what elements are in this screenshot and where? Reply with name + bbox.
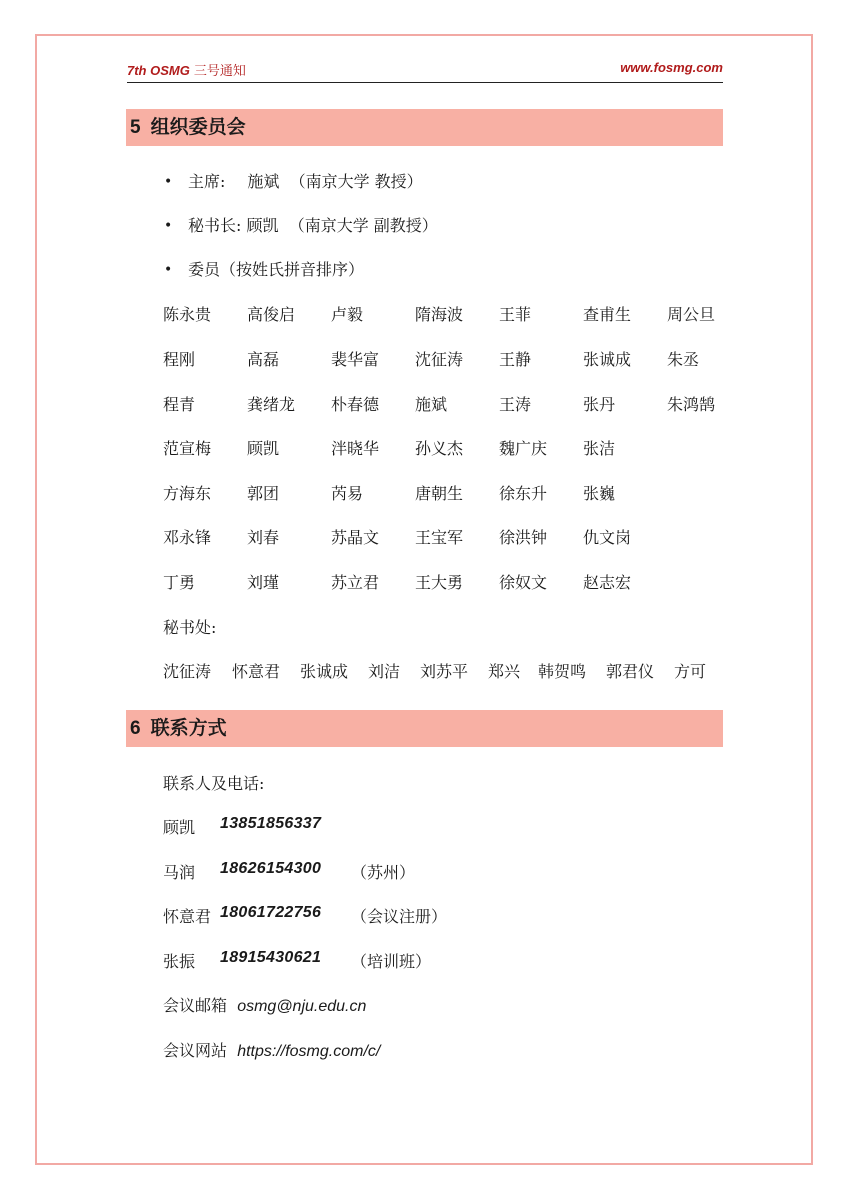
secretariat-label: 秘书处: xyxy=(163,618,217,637)
secretary-label: 秘书长: xyxy=(188,216,242,235)
secretariat-member: 张诚成 xyxy=(300,662,349,681)
member-name: 朴春德 xyxy=(331,395,380,414)
member-name: 高磊 xyxy=(247,350,280,369)
member-name: 丁勇 xyxy=(163,573,196,592)
member-name: 徐奴文 xyxy=(499,573,548,592)
member-name: 苏立君 xyxy=(331,573,380,592)
member-name: 徐洪钟 xyxy=(499,528,548,547)
chair-label: 主席: xyxy=(188,172,226,191)
contact-name: 怀意君 xyxy=(163,907,212,926)
member-name: 程刚 xyxy=(163,350,196,369)
secretariat-member: 刘洁 xyxy=(368,662,401,681)
secretariat-member: 郑兴 xyxy=(488,662,521,681)
member-name: 陈永贵 xyxy=(163,305,212,324)
member-name: 朱鸿鹄 xyxy=(667,395,716,414)
member-name: 高俊启 xyxy=(247,305,296,324)
member-name: 泮晓华 xyxy=(331,439,380,458)
member-name: 刘春 xyxy=(247,528,280,547)
bullet-icon: • xyxy=(164,262,173,278)
member-name: 孙义杰 xyxy=(415,439,464,458)
contact-row xyxy=(163,815,322,838)
member-name: 朱丞 xyxy=(667,350,700,369)
contact-phone: 18626154300 xyxy=(220,860,322,877)
member-name: 施斌 xyxy=(415,395,448,414)
secretariat-member: 方可 xyxy=(674,662,707,681)
contact-name: 马润 xyxy=(163,863,196,882)
member-name: 王大勇 xyxy=(415,573,464,592)
secretariat-member: 韩贺鸣 xyxy=(538,662,587,681)
email-label: 会议邮箱 xyxy=(163,996,228,1015)
contact-row xyxy=(163,949,432,972)
member-name: 隋海波 xyxy=(415,305,464,324)
section-title: 联系方式 xyxy=(150,717,227,739)
contact-phone: 18915430621 xyxy=(220,949,322,966)
contact-note: （培训班） xyxy=(351,952,432,971)
member-name: 王菲 xyxy=(499,305,532,324)
contact-row xyxy=(163,904,448,927)
member-name: 程青 xyxy=(163,395,196,414)
contact-row xyxy=(163,860,416,883)
secretariat-member: 怀意君 xyxy=(232,662,281,681)
bullet-icon: • xyxy=(164,174,173,190)
header-website-link[interactable]: www.fosmg.com xyxy=(620,60,723,75)
member-name: 芮易 xyxy=(331,484,364,503)
email-row xyxy=(163,993,366,1016)
member-name: 张诚成 xyxy=(583,350,632,369)
website-label: 会议网站 xyxy=(163,1041,228,1060)
contact-phone: 13851856337 xyxy=(220,815,322,832)
page-header xyxy=(127,56,723,83)
contact-name: 张振 xyxy=(163,952,196,971)
header-brand: 7th OSMG xyxy=(127,63,190,78)
section-number: 6 xyxy=(130,718,141,739)
member-name: 邓永锋 xyxy=(163,528,212,547)
header-subtitle: 三号通知 xyxy=(193,64,246,79)
member-name: 裴华富 xyxy=(331,350,380,369)
member-name: 张巍 xyxy=(583,484,616,503)
member-name: 仇文岗 xyxy=(583,528,632,547)
member-name: 徐东升 xyxy=(499,484,548,503)
contact-note: （苏州） xyxy=(351,863,416,882)
secretariat-member: 沈征涛 xyxy=(163,662,212,681)
member-name: 方海东 xyxy=(163,484,212,503)
member-name: 范宣梅 xyxy=(163,439,212,458)
chair-affiliation: （南京大学 教授） xyxy=(289,172,423,191)
member-name: 王宝军 xyxy=(415,528,464,547)
header-title xyxy=(127,60,246,79)
member-name: 苏晶文 xyxy=(331,528,380,547)
chair-name: 施斌 xyxy=(247,172,280,191)
member-name: 郭团 xyxy=(247,484,280,503)
section-title: 组织委员会 xyxy=(150,116,246,138)
section-heading-contact xyxy=(126,710,723,747)
member-name: 王涛 xyxy=(499,395,532,414)
member-name: 顾凯 xyxy=(247,439,280,458)
secretariat-member: 郭君仪 xyxy=(606,662,655,681)
member-name: 龚绪龙 xyxy=(247,395,296,414)
member-name: 王静 xyxy=(499,350,532,369)
section-number: 5 xyxy=(130,117,141,138)
member-name: 刘瑾 xyxy=(247,573,280,592)
secretariat-member: 刘苏平 xyxy=(420,662,469,681)
secretary-affiliation: （南京大学 副教授） xyxy=(288,216,438,235)
website-row xyxy=(163,1038,380,1061)
section-heading-committee xyxy=(126,109,723,146)
member-name: 周公旦 xyxy=(667,305,716,324)
member-name: 唐朝生 xyxy=(415,484,464,503)
email-link[interactable]: osmg@nju.edu.cn xyxy=(237,998,367,1015)
member-name: 赵志宏 xyxy=(583,573,632,592)
member-name: 张丹 xyxy=(583,395,616,414)
member-name: 查甫生 xyxy=(583,305,632,324)
member-name: 魏广庆 xyxy=(499,439,548,458)
contact-note: （会议注册） xyxy=(351,907,448,926)
member-name: 沈征涛 xyxy=(415,350,464,369)
page-border xyxy=(35,34,813,1165)
contact-phone: 18061722756 xyxy=(220,904,322,921)
members-label: 委员（按姓氏拼音排序） xyxy=(188,260,365,279)
member-name: 卢毅 xyxy=(331,305,364,324)
bullet-icon: • xyxy=(164,218,173,234)
contacts-label: 联系人及电话: xyxy=(163,774,265,793)
website-link[interactable]: https://fosmg.com/c/ xyxy=(237,1043,381,1060)
member-name: 张洁 xyxy=(583,439,616,458)
contact-name: 顾凯 xyxy=(163,818,196,837)
secretary-name: 顾凯 xyxy=(246,216,279,235)
